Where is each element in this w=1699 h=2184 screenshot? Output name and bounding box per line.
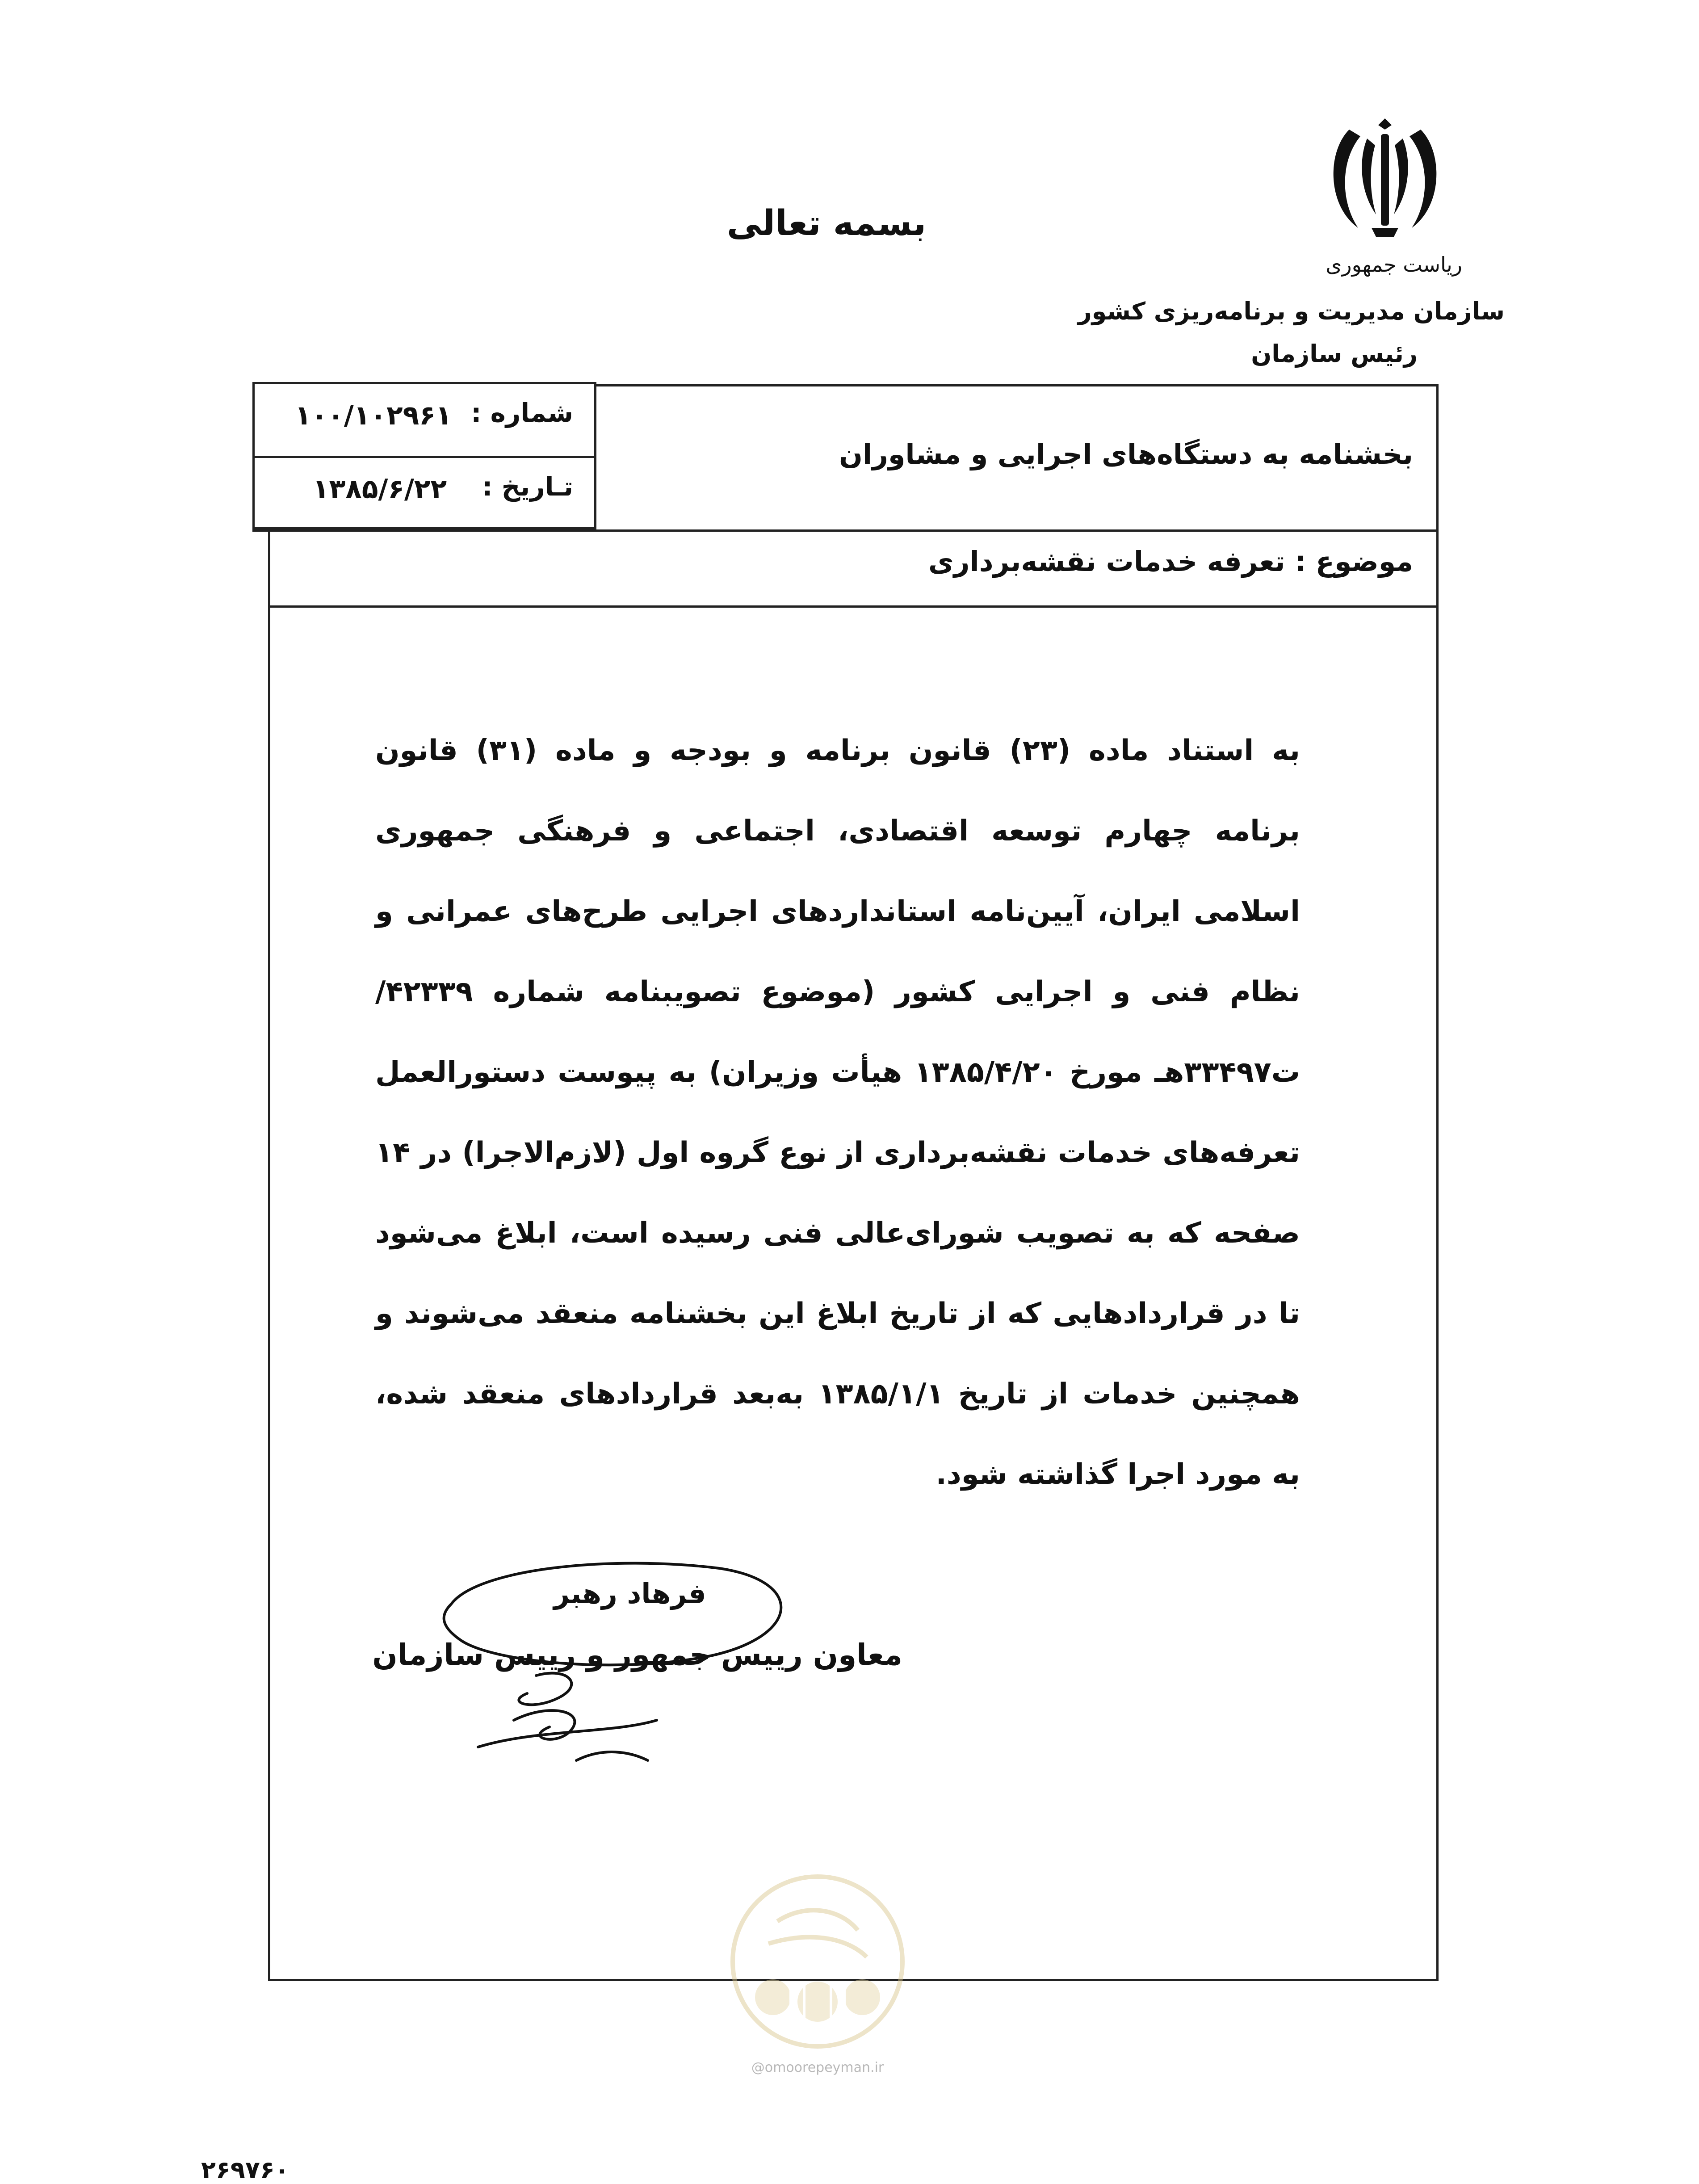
meta-divider: [252, 456, 596, 458]
org-line-head: رئیس سازمان: [1251, 340, 1418, 368]
signatory-title: معاون رییس جمهور و رییس سازمان: [372, 1638, 902, 1672]
footer-code: ۲۶۹۷۶۰: [201, 2156, 289, 2184]
body-paragraph: به استناد ماده (۲۳) قانون برنامه و بودجه و ماده (۳۱) قانون برنامه چهارم توسعه اقتصادی، اجتماعی و فرهنگی جمهوری اسلامی ایران، آیین‌نامه استانداردهای اجرایی طرح‌های عمرانی و نظام فنی و اجرایی کشور (موضوع تصویبنامه شماره ۴۲۳۳۹/ت۳۳۴۹۷هـ مورخ ۱۳۸۵/۴/۲۰ هیأت وزیران) به پیوست دستورالعمل تعرفه‌های خدمات نقشه‌برداری از نوع گروه اول (لازم‌الاجرا) در ۱۴ صفحه که به تصویب شورای‌عالی فنی رسیده است، ابلاغ می‌شود تا در قراردادهایی که از تاریخ ابلاغ این بخشنامه منعقد می‌شوند و همچنین خدمات از تاریخ ۱۳۸۵/۱/۱ به‌بعد قراردادهای منعقد شده، به مورد اجرا گذاشته شود.: [375, 734, 1300, 1491]
watermark-seal-icon: [724, 1868, 911, 2055]
header-divider: [252, 529, 1439, 532]
watermark-caption: @omoorepeyman.ir: [751, 2060, 884, 2075]
org-line-presidency: ریاست جمهوری: [1326, 252, 1462, 277]
addressee-line: بخشنامه به دستگاه‌های اجرایی و مشاوران: [839, 438, 1413, 470]
number-value: ۱۰۰/۱۰۲۹۶۱: [295, 400, 452, 431]
subject-line: موضوع : تعرفه خدمات نقشه‌برداری: [928, 545, 1413, 578]
number-label: شماره :: [471, 398, 573, 428]
basmala-heading: بسمه تعالی: [726, 203, 927, 244]
signatory-name: فرهاد رهبر: [554, 1577, 706, 1610]
subject-divider: [268, 605, 1439, 608]
iran-emblem-icon: [1322, 116, 1447, 241]
date-value: ۱۳۸۵/۶/۲۲: [313, 474, 447, 505]
date-label: تـاریخ :: [482, 471, 573, 502]
org-line-organization: سازمان مدیریت و برنامه‌ریزی کشور: [1078, 297, 1505, 325]
